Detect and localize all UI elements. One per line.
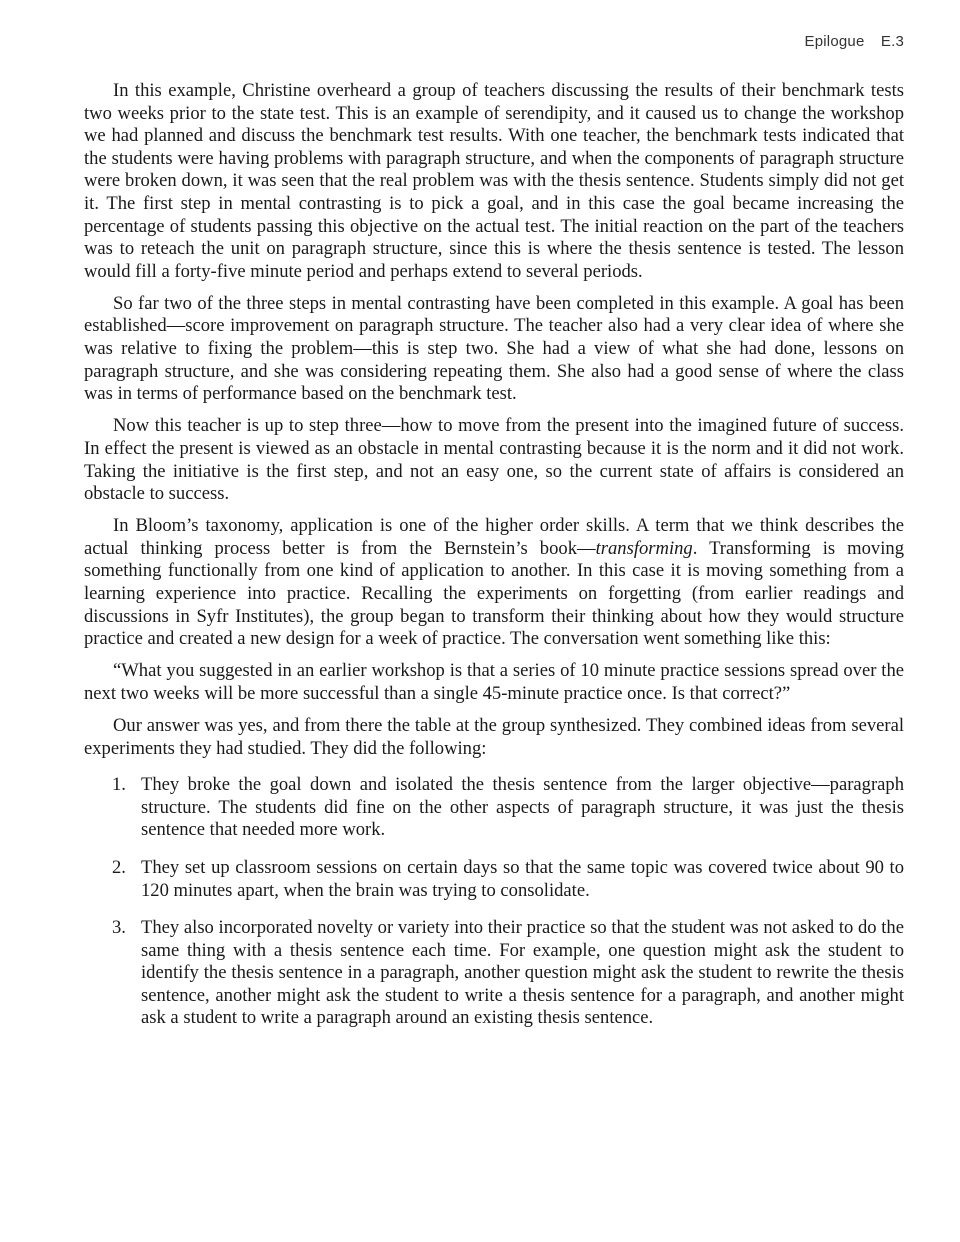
header-section: Epilogue [804,33,865,50]
list-item-text: They broke the goal down and isolated the thesis sentence from the larger objective—paragraph structure. The students did fine on the other aspects of paragraph structure, it was just the thesis sentence that needed more work. [141,774,904,841]
paragraph-5-quote: “What you suggested in an earlier workshop is that a series of 10 minute practice sessions spread over the next two weeks will be more successful than a single 45-minute practice once. Is that correct?” [84,660,904,704]
body-text [84,80,904,1045]
paragraph-4-part-2: . Transforming is moving something functionally from one kind of application to another. In this case it is moving something from a learning experience into practice. Recalling the experiments on forgetting (from earlier readings and discussions in Syfr Institutes), the group began to transform their thinking about how they would structure practice and created a new design for a week of practice. The conversation went something like this: [84,537,904,650]
paragraph-1: In this example, Christine overheard a group of teachers discussing the results of their benchmark tests two weeks prior to the state test. This is an example of serendipity, and it caused us to change the workshop we had planned and discuss the benchmark test results. With one teacher, the benchmark tests indicated that the students were having problems with paragraph structure, and when the components of paragraph structure were broken down, it was seen that the real problem was with the thesis sentence. Students simply did not get it. The first step in mental contrasting is to pick a goal, and in this case the goal became increasing the percentage of students passing this objective on the actual test. The initial reaction on the part of the teachers was to reteach the unit on paragraph structure, since this is where the thesis sentence is tested. The lesson would fill a forty-five minute period and perhaps extend to several periods. [84,80,904,282]
list-item-number: 3. [112,917,126,939]
list-item [84,917,904,1030]
paragraph-6: Our answer was yes, and from there the table at the group synthesized. They combined ideas from several experiments they had studied. They did the following: [84,714,904,759]
paragraph-4-italic-term: transforming [595,537,693,559]
list-item [84,857,904,902]
paragraph-4-part-1: In Bloom’s taxonomy, application is one of the higher order skills. A term that we think describes the actual thinking process better is from the Bernstein’s book— [84,515,904,559]
paragraph-2: So far two of the three steps in mental contrasting have been completed in this example. A goal has been established—score improvement on paragraph structure. The teacher also had a very clear idea of where she was relative to fixing the problem—this is step two. She had a view of what she had done, lessons on paragraph structure, and she was considering repeating them. She also had a good sense of where the class was in terms of performance based on the benchmark test. [84,292,904,405]
list-item [84,774,904,842]
list-item-text: They also incorporated novelty or variety into their practice so that the student was not asked to do the same thing with a thesis sentence each time. For example, one question might ask the student to identify the thesis sentence in a paragraph, another question might ask the student to rewrite the thesis sentence, another might ask the student to write a thesis sentence for a paragraph, and another might ask a student to write a paragraph around an existing thesis sentence. [141,917,904,1029]
list-item-number: 2. [112,856,126,878]
paragraph-3: Now this teacher is up to step three—how to move from the present into the imagined future of success. In effect the present is viewed as an obstacle in mental contrasting because it is the norm and it did not work. Taking the initiative is the first step, and not an easy one, so the current state of affairs is considered an obstacle to success. [84,415,904,505]
paragraph-4 [84,515,904,651]
running-header [805,33,904,50]
header-page-number: E.3 [880,33,904,50]
numbered-list [84,774,904,1030]
list-item-number: 1. [112,774,126,796]
list-item-text: They set up classroom sessions on certain days so that the same topic was covered twice about 90 to 120 minutes apart, when the brain was trying to consolidate. [141,856,904,901]
